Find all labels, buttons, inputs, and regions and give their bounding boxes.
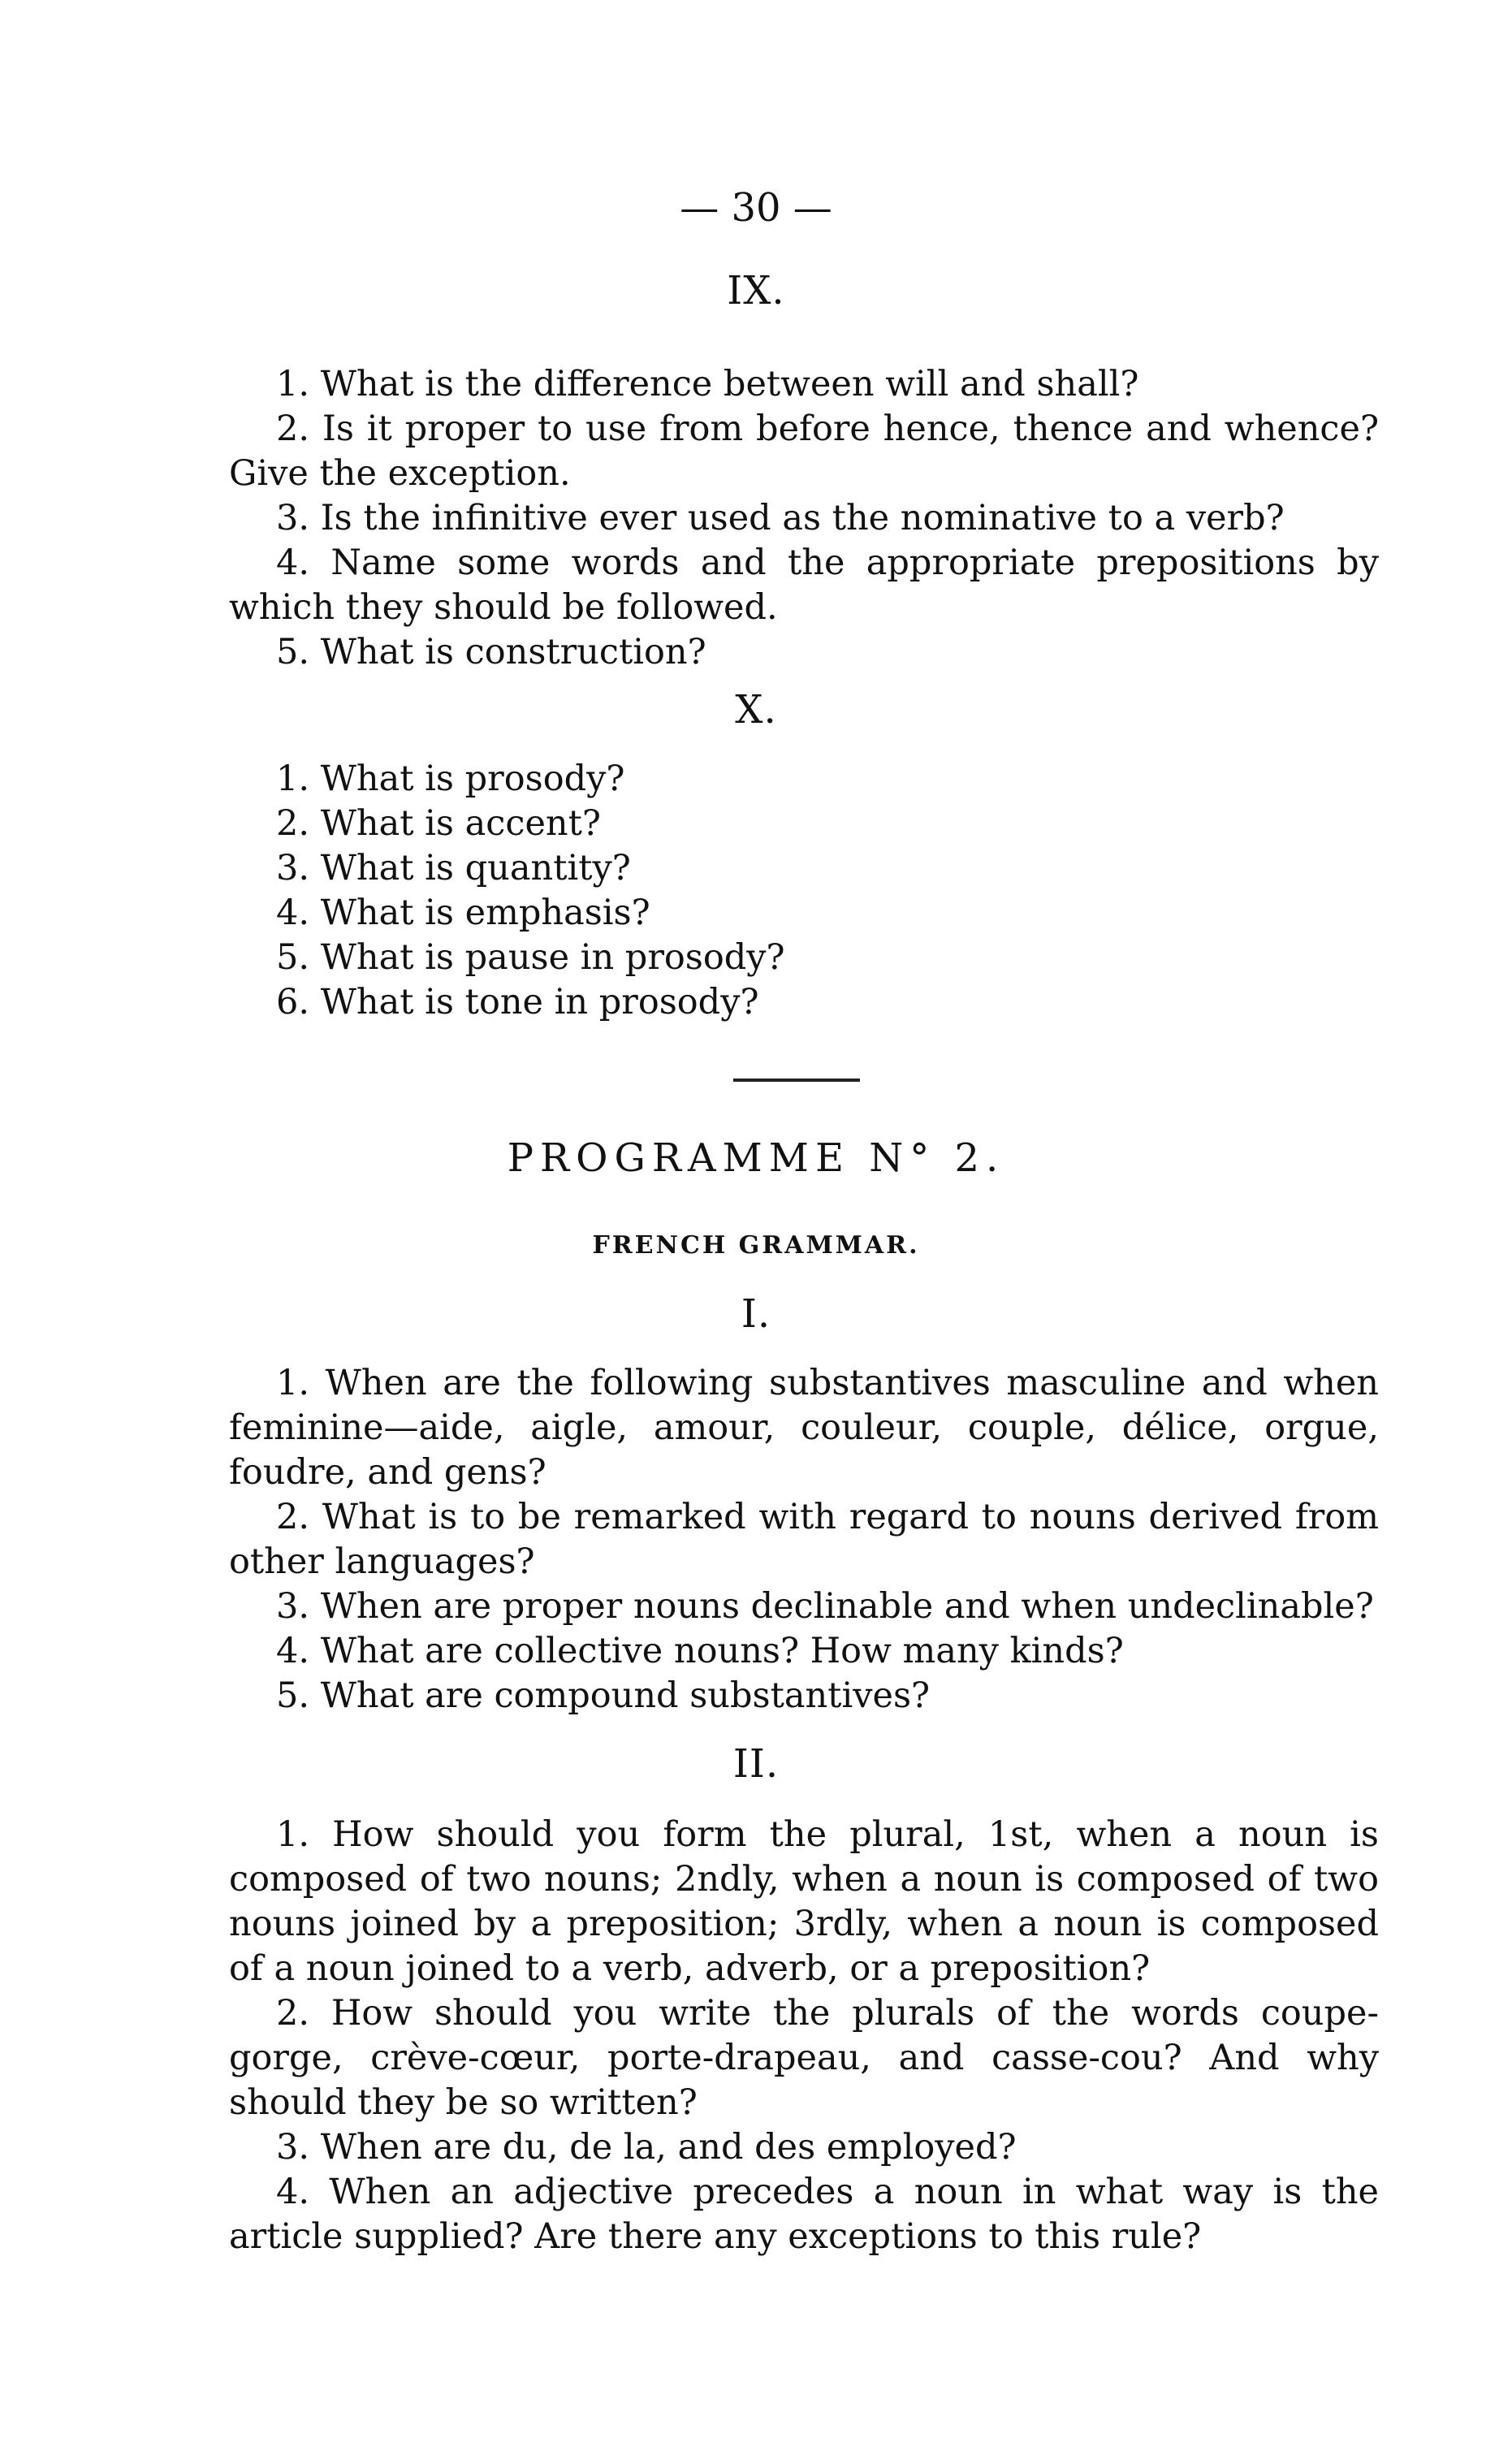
section-heading-ii: II. <box>732 1741 780 1787</box>
question-item: 3. Is the infinitive ever used as the nominative to a verb? <box>276 498 1285 538</box>
question-item: 5. What is pause in prosody? <box>276 937 785 978</box>
question-item: 3. When are du, de la, and des employed? <box>276 2127 1017 2168</box>
question-item: 5. What is construction? <box>276 632 706 672</box>
question-item: 4. Name some words and the appropriate prepositions by which they should be followed. <box>229 542 1379 628</box>
section-heading-ix: IX. <box>727 268 785 313</box>
question-item: 1. What is the difference between will and shall? <box>276 364 1139 404</box>
programme-title: PROGRAMME N° 2. <box>507 1135 1005 1181</box>
question-item: 2. Is it proper to use from before hence, thence and whence? Give the exception. <box>229 408 1379 494</box>
question-item: 4. When an adjective precedes a noun in what way is the article supplied? Are there any exceptions to this rule? <box>229 2172 1379 2257</box>
question-item: 3. When are proper nouns declinable and when undeclinable? <box>276 1586 1374 1627</box>
question-item: 2. What is accent? <box>276 803 601 844</box>
question-item: 4. What are collective nouns? How many kinds? <box>276 1631 1124 1671</box>
question-item: 2. How should you write the plurals of the words coupe-gorge, crève-cœur, porte-drapeau, and casse-cou? And why should they be so written? <box>229 1993 1379 2123</box>
section-ix-questions <box>229 362 1379 675</box>
section-ii-questions <box>229 1813 1379 2259</box>
question-item: 4. What is emphasis? <box>276 893 650 933</box>
question-item: 2. What is to be remarked with regard to nouns derived from other languages? <box>229 1497 1379 1582</box>
question-item: 1. What is prosody? <box>276 759 625 799</box>
section-heading-x: X. <box>735 687 777 733</box>
section-heading-i: I. <box>741 1291 771 1337</box>
question-item: 1. How should you form the plural, 1st, when a noun is composed of two nouns; 2ndly, when a noun is composed of two nouns joined by a preposition; 3rdly, when a noun is composed of a noun joined to a verb, adverb, or a preposition? <box>229 1814 1379 1989</box>
subject-title: FRENCH GRAMMAR. <box>592 1231 920 1260</box>
question-item: 1. When are the following substantives masculine and when feminine—aide, aigle, amour, couleur, couple, délice, orgue, foudre, and gens? <box>229 1363 1379 1493</box>
section-i-questions <box>229 1361 1379 1718</box>
section-x-questions <box>229 757 1379 1025</box>
question-item: 5. What are compound substantives? <box>276 1675 931 1716</box>
question-item: 3. What is quantity? <box>276 848 631 888</box>
section-divider <box>733 1079 860 1082</box>
page-number: — 30 — <box>680 185 832 231</box>
question-item: 6. What is tone in prosody? <box>276 982 759 1022</box>
